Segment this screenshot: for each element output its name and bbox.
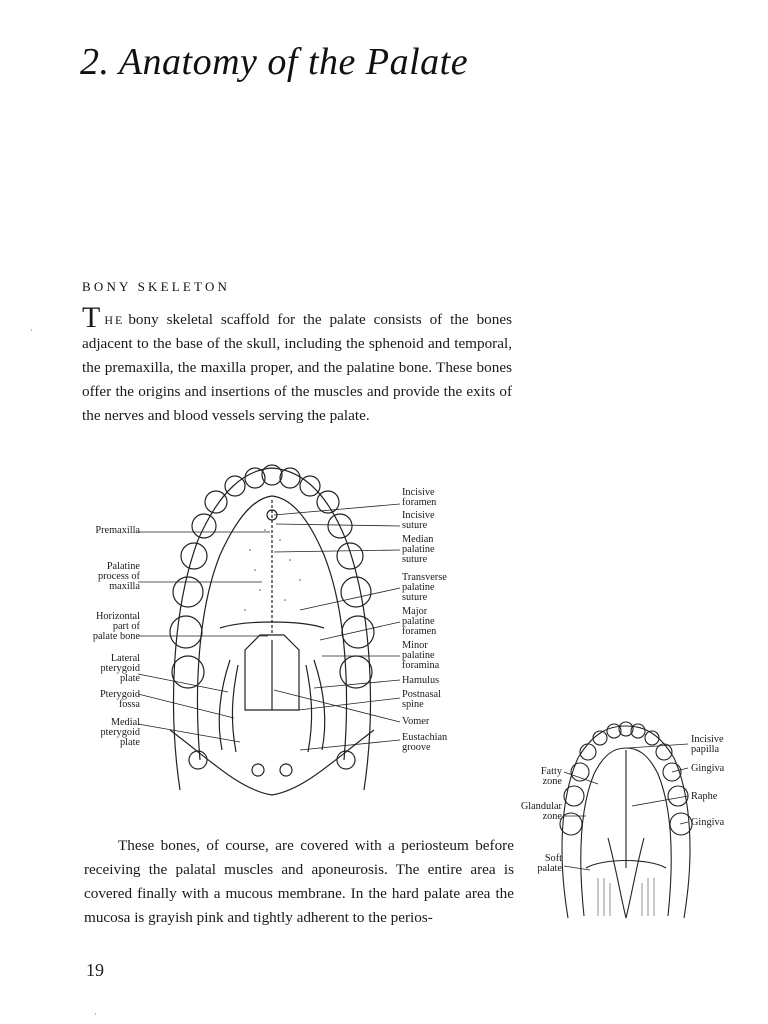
label-pterygoid-fossa: Pterygoid fossa: [99, 689, 140, 710]
scan-speck: ·: [94, 1010, 97, 1019]
label-hamulus: Hamulus: [402, 675, 440, 686]
label-incisive-foramen: Incisive foramen: [402, 487, 437, 508]
label-minor-palatine-foramina: Minor palatine foramina: [402, 640, 440, 671]
label-palatine-process-of-maxilla: Palatine process of maxilla: [97, 561, 140, 592]
label-gingiva-lower: Gingiva: [691, 817, 725, 828]
label-raphe: Raphe: [691, 791, 718, 802]
drop-cap: T: [82, 301, 101, 334]
label-incisive-suture: Incisive suture: [402, 510, 435, 531]
label-fatty-zone: Fatty zone: [540, 766, 562, 787]
label-glandular-zone: Glandular zone: [520, 801, 562, 822]
label-postnasal-spine: Postnasal spine: [402, 689, 441, 710]
paragraph-1-text: bony skeletal scaffold for the palate consists of the bones adjacent to the base of the skull, including the sphenoid and temporal, the premaxilla, the maxilla proper, and the palatine bone. These bones offer the origins and insertions of the muscles and provide the exits of the nerves and blood vessels serving the palate.: [82, 311, 512, 424]
label-median-palatine-suture: Median palatine suture: [402, 534, 435, 565]
label-medial-pterygoid-plate: Medial pterygoid plate: [100, 717, 140, 748]
section-heading: BONY SKELETON: [82, 279, 231, 294]
page-number: 19: [86, 960, 104, 980]
label-incisive-papilla: Incisive papilla: [691, 734, 724, 755]
label-major-palatine-foramen: Major palatine foramen: [402, 606, 437, 637]
label-soft-palate: Soft palate: [537, 853, 562, 874]
label-premaxilla: Premaxilla: [95, 525, 140, 536]
label-lateral-pterygoid-plate: Lateral pterygoid plate: [100, 653, 140, 684]
chapter-title: 2. Anatomy of the Palate: [80, 41, 469, 83]
label-horizontal-part-of-palate-bone: Horizontal part of palate bone: [92, 611, 140, 642]
small-caps-lead: HE: [104, 313, 125, 327]
paragraph-2: These bones, of course, are covered with a periosteum before receiving the palatal muscles and aponeurosis. The entire area is covered finally with a mucous membrane. In the hard palate area the mucosa is grayish pink and tightly adherent to the perios-: [84, 837, 514, 926]
label-gingiva-upper: Gingiva: [691, 763, 725, 774]
scan-speck: ·: [30, 326, 33, 335]
paragraph-1: [82, 301, 512, 428]
label-eustachian-groove: Eustachian groove: [402, 732, 448, 753]
label-vomer: Vomer: [402, 716, 430, 727]
label-transverse-palatine-suture: Transverse palatine suture: [402, 572, 447, 603]
